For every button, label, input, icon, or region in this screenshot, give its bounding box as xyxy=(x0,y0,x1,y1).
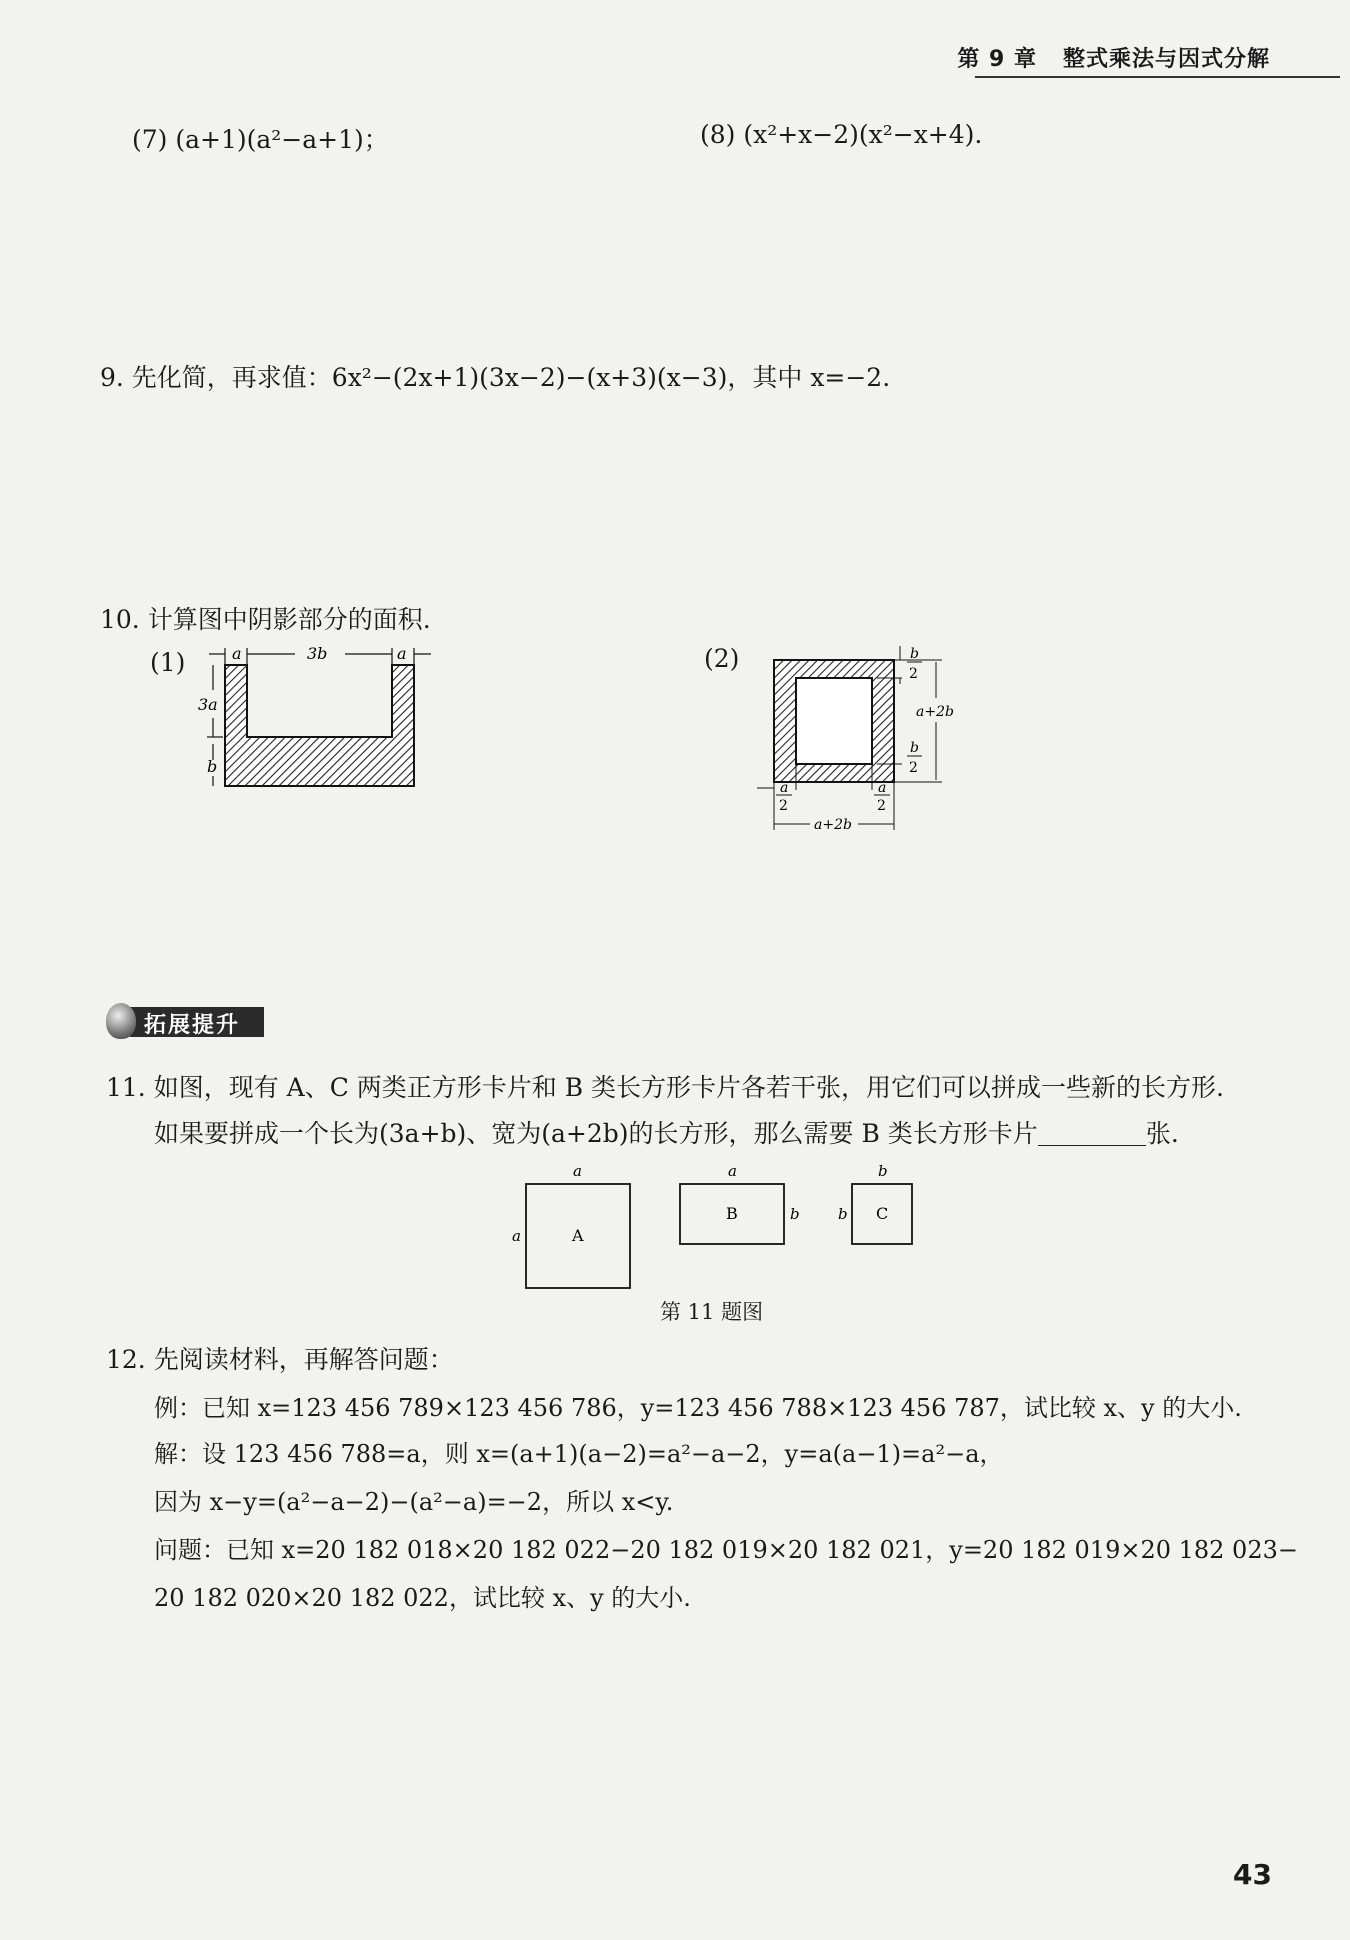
card-b-top: a xyxy=(728,1162,737,1180)
question-9: 9. 先化简，再求值：6x²−(2x+1)(3x−2)−(x+3)(x−3)，其中 x=−2. xyxy=(100,363,891,392)
question-12-title: 12. 先阅读材料，再解答问题： xyxy=(106,1345,454,1374)
question-12-solution-2: 因为 x−y=(a²−a−2)−(a²−a)=−2，所以 x<y. xyxy=(154,1488,674,1516)
dim-a-right: a xyxy=(878,780,887,796)
question-12-example: 例：已知 x=123 456 789×123 456 786，y=123 456 788×123 456 787，试比较 x、y 的大小. xyxy=(154,1394,1242,1422)
card-b-label: B xyxy=(726,1204,738,1223)
dim-a2b-side: a+2b xyxy=(916,704,954,720)
inner-rect xyxy=(796,678,872,764)
question-11-line2 xyxy=(154,1114,1179,1150)
card-a-top: a xyxy=(573,1162,582,1180)
figure-1-label: (1) xyxy=(150,648,186,677)
q11-text-post: 张. xyxy=(1145,1119,1179,1148)
problem-7: (7) (a+1)(a²−a+1)； xyxy=(132,125,389,154)
chapter-header xyxy=(957,42,1270,73)
q11-text-pre: 如果要拼成一个长为(3a+b)、宽为(a+2b)的长方形，那么需要 B 类长方形卡片 xyxy=(154,1119,1038,1148)
header-rule xyxy=(975,76,1340,78)
card-c-label: C xyxy=(876,1204,889,1223)
lightbulb-icon xyxy=(106,1003,136,1039)
dim-2-left: 2 xyxy=(779,798,788,814)
page-number: 43 xyxy=(1233,1858,1272,1891)
dim-a-left: a xyxy=(780,780,789,796)
question-11-line1: 11. 如图，现有 A、C 两类正方形卡片和 B 类长方形卡片各若干张，用它们可以拼成一些新的长方形. xyxy=(106,1073,1224,1102)
card-c-side: b xyxy=(838,1205,848,1223)
badge-text: 拓展提升 xyxy=(144,1013,241,1038)
dim-a-left: a xyxy=(232,644,242,663)
dim-b-bottom: b xyxy=(910,740,919,756)
dim-b: b xyxy=(207,757,218,776)
chapter-title: 整式乘法与因式分解 xyxy=(1062,47,1270,72)
answer-blank[interactable] xyxy=(1038,1121,1146,1146)
shaded-region xyxy=(225,665,414,786)
card-a-side: a xyxy=(512,1227,521,1245)
chapter-number: 第 9 章 xyxy=(957,47,1037,72)
question-10: 10. 计算图中阴影部分的面积. xyxy=(100,605,431,634)
dim-2-top: 2 xyxy=(909,666,918,682)
dim-3b: 3b xyxy=(307,644,328,663)
card-c-top: b xyxy=(878,1162,888,1180)
question-12-solution: 解：设 123 456 788=a，则 x=(a+1)(a−2)=a²−a−2，y=a(a−1)=a²−a， xyxy=(154,1440,1004,1468)
question-12-problem: 问题：已知 x=20 182 018×20 182 022−20 182 019×20 182 021，y=20 182 019×20 182 023− xyxy=(154,1536,1298,1564)
figure-1-u-shape xyxy=(195,640,455,800)
card-b-side: b xyxy=(790,1205,800,1223)
dim-a2b-bottom: a+2b xyxy=(814,817,852,833)
dim-a-right: a xyxy=(397,644,407,663)
figure-2-frame xyxy=(752,640,972,840)
figure-2-label: (2) xyxy=(704,644,740,673)
dim-b-top: b xyxy=(910,646,919,662)
dim-2-right: 2 xyxy=(877,798,886,814)
card-a-label: A xyxy=(572,1226,584,1245)
figure-11-caption: 第 11 题图 xyxy=(660,1300,764,1324)
dim-3a: 3a xyxy=(198,695,218,714)
problem-8: (8) (x²+x−2)(x²−x+4). xyxy=(700,120,983,149)
section-badge xyxy=(106,1003,264,1037)
question-12-problem-2: 20 182 020×20 182 022，试比较 x、y 的大小. xyxy=(154,1584,691,1612)
dim-2-bottom: 2 xyxy=(909,760,918,776)
